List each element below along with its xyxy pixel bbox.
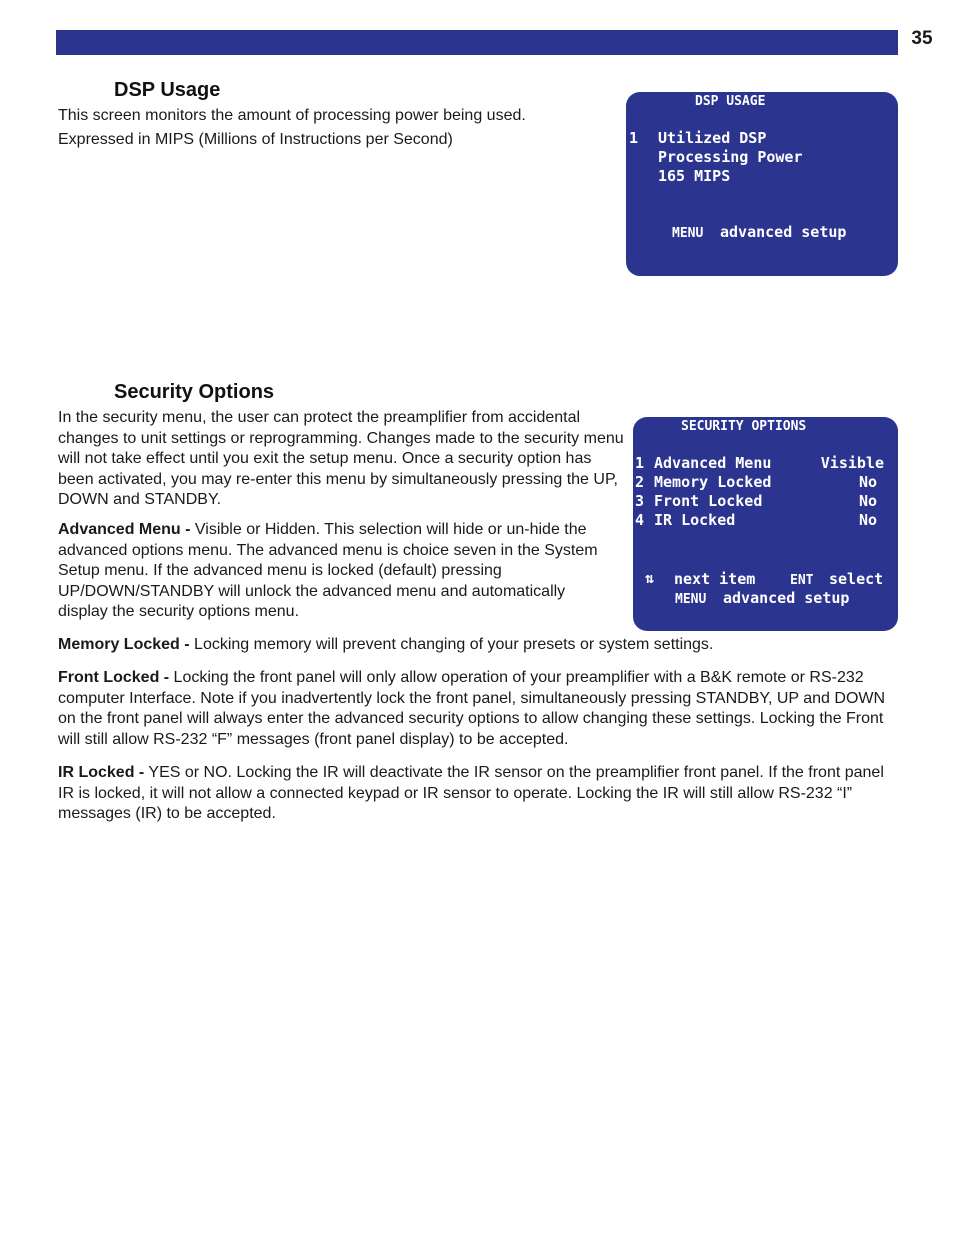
security-menu-action: advanced setup bbox=[723, 589, 850, 607]
advanced-menu-paragraph bbox=[58, 520, 618, 623]
dsp-usage-paragraph-2: Expressed in MIPS (Millions of Instructions per Second) bbox=[58, 131, 453, 148]
security-item-label: Memory Locked bbox=[654, 473, 772, 491]
header-bar bbox=[56, 30, 898, 55]
security-ent-key: ENT bbox=[790, 573, 814, 588]
security-item-number: 3 bbox=[635, 492, 645, 510]
dsp-screen-item-line-1: Utilized DSP bbox=[658, 129, 767, 147]
security-item-number: 1 bbox=[635, 454, 645, 472]
ir-locked-text: YES or NO. Locking the IR will deactivate the IR sensor on the preamplifier front panel. If the front panel IR is locked, it will not allow a connected keypad or IR sensor to operate. Locking the IR will still allow RS-232 “I” messages (IR) to be accepted. bbox=[58, 764, 884, 823]
security-menu-key: MENU bbox=[675, 592, 707, 607]
front-locked-paragraph bbox=[58, 668, 898, 750]
memory-locked-text: Locking memory will prevent changing of your presets or system settings. bbox=[189, 636, 714, 653]
ir-locked-term: IR Locked - bbox=[58, 764, 145, 781]
security-item-value: No bbox=[858, 473, 877, 491]
dsp-screen-menu-key: MENU bbox=[672, 226, 704, 241]
dsp-screen-item-line-2: Processing Power bbox=[658, 148, 803, 166]
memory-locked-term: Memory Locked - bbox=[58, 636, 190, 653]
security-options-screen bbox=[633, 417, 898, 631]
security-item-value: No bbox=[858, 492, 877, 510]
security-item-label: IR Locked bbox=[654, 511, 736, 529]
dsp-screen-menu-action: advanced setup bbox=[720, 223, 847, 241]
dsp-screen-title: DSP USAGE bbox=[695, 94, 766, 109]
security-item-value: No bbox=[858, 511, 877, 529]
ir-locked-paragraph bbox=[58, 763, 898, 825]
front-locked-text: Locking the front panel will only allow operation of your preamplifier with a B&K remote or RS-232 computer Interface. Note if you inadvertently lock the front panel, simultaneously pressing STANDBY, UP and DOWN on the front panel will always enter the advanced security options to allow changing these settings. Locking the Front will still allow RS-232 “F” messages (front panel display) to be accepted. bbox=[58, 669, 886, 748]
security-item-label: Advanced Menu bbox=[654, 454, 772, 472]
advanced-menu-term: Advanced Menu - bbox=[58, 521, 191, 538]
security-item-label: Front Locked bbox=[654, 492, 763, 510]
dsp-usage-paragraph-1: This screen monitors the amount of processing power being used. bbox=[58, 107, 526, 124]
front-locked-term: Front Locked - bbox=[58, 669, 170, 686]
security-ent-text: select bbox=[829, 570, 884, 588]
dsp-usage-screen bbox=[626, 92, 898, 276]
up-down-arrows-icon: ⇅ bbox=[645, 569, 655, 587]
dsp-screen-item-number: 1 bbox=[629, 129, 639, 147]
security-nav-text: next item bbox=[674, 570, 756, 588]
security-item-number: 4 bbox=[635, 511, 645, 529]
advanced-menu-text: Visible or Hidden. This selection will hide or un-hide the advanced options menu. The advanced menu is choice seven in the System Setup menu. If the advanced menu is locked (default) pressing UP/DOWN/STANDBY will unlock the advanced menu and automatically display the security options menu. bbox=[58, 521, 598, 621]
security-options-heading: Security Options bbox=[114, 381, 275, 403]
security-item-value: Visible bbox=[820, 454, 884, 472]
security-item-number: 2 bbox=[635, 473, 645, 491]
security-intro-paragraph: In the security menu, the user can protect the preamplifier from accidental changes to unit settings or reprogramming. Changes made to the security menu will not take effect until you exit the setup menu. Once a security option has been activated, you may re-enter this menu by simultaneously pressing the UP, DOWN and STANDBY. bbox=[58, 409, 624, 509]
memory-locked-paragraph bbox=[58, 635, 898, 656]
dsp-usage-heading: DSP Usage bbox=[114, 79, 221, 101]
dsp-screen-item-line-3: 165 MIPS bbox=[658, 167, 731, 185]
security-screen-title: SECURITY OPTIONS bbox=[681, 419, 807, 434]
page-number: 35 bbox=[911, 28, 933, 49]
